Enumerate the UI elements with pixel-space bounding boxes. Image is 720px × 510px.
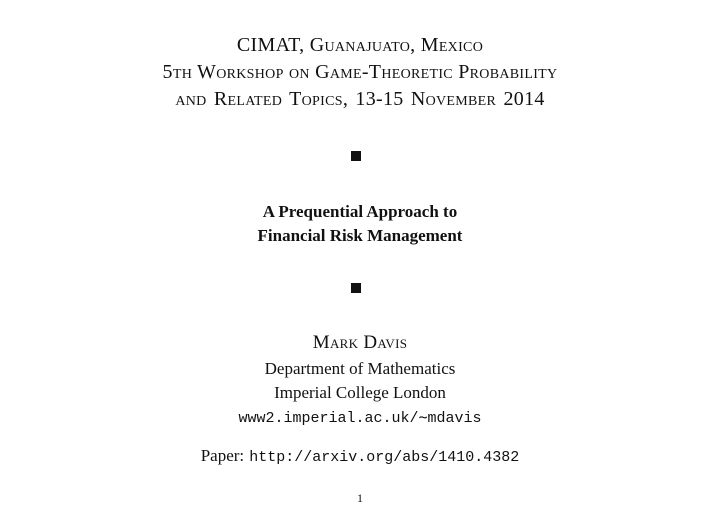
separator-square-top xyxy=(351,151,361,161)
author-department: Department of Mathematics xyxy=(264,359,456,378)
paper-label: Paper: xyxy=(200,446,245,465)
talk-title-line-2: Financial Risk Management xyxy=(257,226,463,245)
workshop-dates-line: and Related Topics, 13-15 November 2014 xyxy=(175,88,545,110)
author-homepage-link[interactable]: www2.imperial.ac.uk/∼mdavis xyxy=(238,410,482,427)
separator-square-bottom xyxy=(351,283,361,293)
workshop-line: 5th Workshop on Game-Theoretic Probability xyxy=(162,61,558,83)
venue-line: CIMAT, Guanajuato, Mexico xyxy=(236,34,484,56)
paper-url-link[interactable]: http://arxiv.org/abs/1410.4382 xyxy=(249,449,520,466)
page-number: 1 xyxy=(357,491,363,505)
talk-title-line-1: A Prequential Approach to xyxy=(262,202,458,221)
paper-reference xyxy=(0,446,720,466)
author-institution: Imperial College London xyxy=(274,383,446,402)
author-name: Mark Davis xyxy=(312,332,408,353)
